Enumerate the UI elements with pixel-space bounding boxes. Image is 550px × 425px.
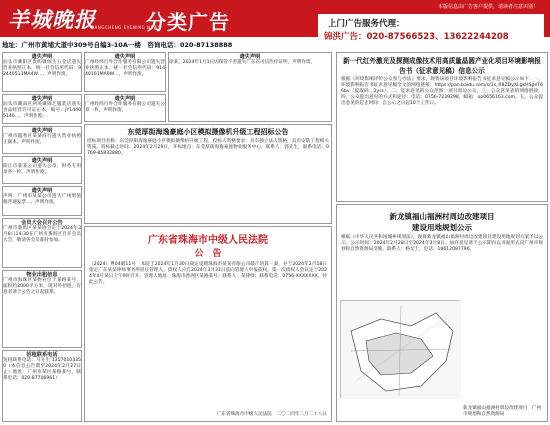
court-title: 广东省珠海市中级人民法院 [148,235,268,246]
notice-title: 遗失声明 [31,128,53,134]
notice-text: 广州市番禺区某某协会定于2024年3月8日14:30在广州市番禺区召开会员大会，敬请各会员准时参加。 [3,226,81,243]
notice-title: 遗失声明 [31,96,53,102]
notice-lost-3 [2,126,82,154]
notice-lost-4 [2,156,82,184]
notice-text: 声明：广州市某某公司遗失广州增值税普通发票…，声明作废。 [3,194,81,205]
notice-text: 广州市海珠区某物业位于某路某号，面积约2000平方米，现对外招租，有意者请于公告之日起联系。 [3,278,81,295]
notice-text: 广州经纬行外合作服务有限公司遗失公章一枚，声明作废。 [85,102,165,113]
notice-title: 会员大会召开公告 [21,220,63,226]
notice-text: 阳江市某某公司遗失公章、财务专用章各一枚，声明作废。 [3,164,81,175]
court-text: （2024）粤04破11号 本院于2024年1月30日裁定受理珠海市某某有限公司破产清算一案，并于2024年2月18日指定广东某某律师事务所担任管理人。债权人应自2024年3月31日前向管理人申报债权。第一次债权人会议定于2024年4月某日上午9时召开。管理人地址：珠海市香洲区某路某号；联系人：某律师；联系电话：0756-XXXXXXX。特此公告。 [89,262,327,285]
notice-rental [2,270,82,348]
hotline-box [318,14,544,46]
address-bar: 地址：广州市黄埔大道中309号自编3-10A一楼 咨询电话：020-87138888 [2,41,233,49]
court-notice [84,226,332,422]
notice-lost-medical [168,52,332,122]
notice-lost-seal [84,94,166,122]
tender-notice [84,124,332,224]
notice-title: 遗失声明 [31,158,53,164]
page-badge [302,14,316,26]
notice-text: 广州市越秀区某某商行遗失营业执照正副本，声明作废。 [3,134,81,145]
court-subtitle: 公 告 [194,249,222,259]
notice-lease-contact [2,350,82,422]
newspaper-logo-en: YANGCHENG EVENING NEWS [92,25,161,30]
notice-title: 遗失声明 [114,96,136,102]
tender-title: 东莞厚街海逸豪庭小区模拟摄像机升级工程招标公告 [127,128,289,136]
notice-title: 遗失声明 [239,54,261,60]
notice-text: 徐某，2024年1月1日因保管不善遗失广东省可信医疗证明，声明作废。 [169,60,316,65]
notice-text: 汕头市潮南区两英镇锦艺服装店遗失食品经营许可证正本，编号：JY14405140…，声明作废。 [3,102,81,119]
notice-text: 广州经纬行外合作服务有限公司遗失营业执照正本，统一社会信用代码：91440101MA9W…，声明作废。 [85,60,165,77]
section-title: 分类广告 [146,10,230,34]
notice-lost-2 [2,94,82,124]
tender-text: 招标项目名称：东莞厚街海逸豪庭小区模拟摄像机升级工程。投标人资格要求：具有独立法人资格，具有安防工程相关资质。投标截止时间：2024年2月29日，开标地点：东莞厚街海逸豪庭物业服务中心。联系人：郭先生，联系电话：0769-85832880。 [87,139,329,156]
env-impact-notice [336,52,548,202]
notice-title: 遗失声明 [114,54,136,60]
notice-title: 物业出租信息 [26,272,58,278]
env-notice-text: 根据《环境影响评价公众参与办法》要求，现将该项目环境影响报告书征求意见稿公示如下：一、环境影响报告书征求意见稿全文的网络链接：https://pan.baidu.com/s/1s_R8ZDyXLgkHSpeT66bv（提取码：2yss）。二、征求意见的公众范围：项目周边公众。三、公众意见表的网络链接。四、公众提出意见的方式和途径：电话：0756-7239298，邮箱：op0656163.com。五、公众提出意见的起止时间：自公示之日起10个工作日。 [341,77,543,106]
hotline-title: 上门广告服务代理： [328,19,405,29]
court-date: 广东省珠海市中级人民法院 二〇二四年二月二十八日 [216,412,327,417]
notice-lost-1 [2,52,82,92]
notice-text: 汕头市潮阳区贵屿镇灿生五金店遗失营业执照正本，统一社会信用代码：92440513MA4W…，声明作废。 [3,60,81,77]
notice-text: 短租联系电话：马先生 13570103350（本信息公告期至2024年2月27日止）地址：广州市某区某路某号，联系电话：020-87706961） [3,358,81,381]
env-notice-title: 新一代红外激光及探测成像技术用高质量晶圆产业化项目环境影响报告书（征求意见稿）信息公示 [343,57,541,75]
hotline-phones: 锦洪广告：020-87566523、13622244208 [324,32,509,42]
disclaimer-note: 本版信息由广告客户提供，请读者注意识别！ [437,4,538,10]
notice-title: 遗失声明 [31,54,53,60]
planning-notice-text: 根据《中华人民共和国城乡规划法》，现将新龙镇福山福洲村周边改建项目建设用地规划方案予以公示。公示时间：2024年2月28日至2024年3月8日。如有意见请于公示期内以书面形式向广州市规划和自然资源局反映。联系人：杨女士，电话：18612087796。 [341,235,543,252]
notice-lost-license [84,52,166,92]
notice-title: 招租联系电话 [26,352,58,358]
site-map-drawing [341,301,461,399]
newspaper-logo: 羊城晚报 [8,7,96,32]
planning-notice-title: 新龙镇福山福洲村周边改建项目 建设用地规划公示 [389,212,495,232]
site-map [340,300,460,398]
notice-member-meeting [2,218,82,268]
planning-caption: 新龙镇福山福洲村周边改建项目 广州市规划和自然资源局 [463,406,542,417]
notice-lost-5 [2,186,82,216]
notice-title: 遗失声明 [31,188,53,194]
